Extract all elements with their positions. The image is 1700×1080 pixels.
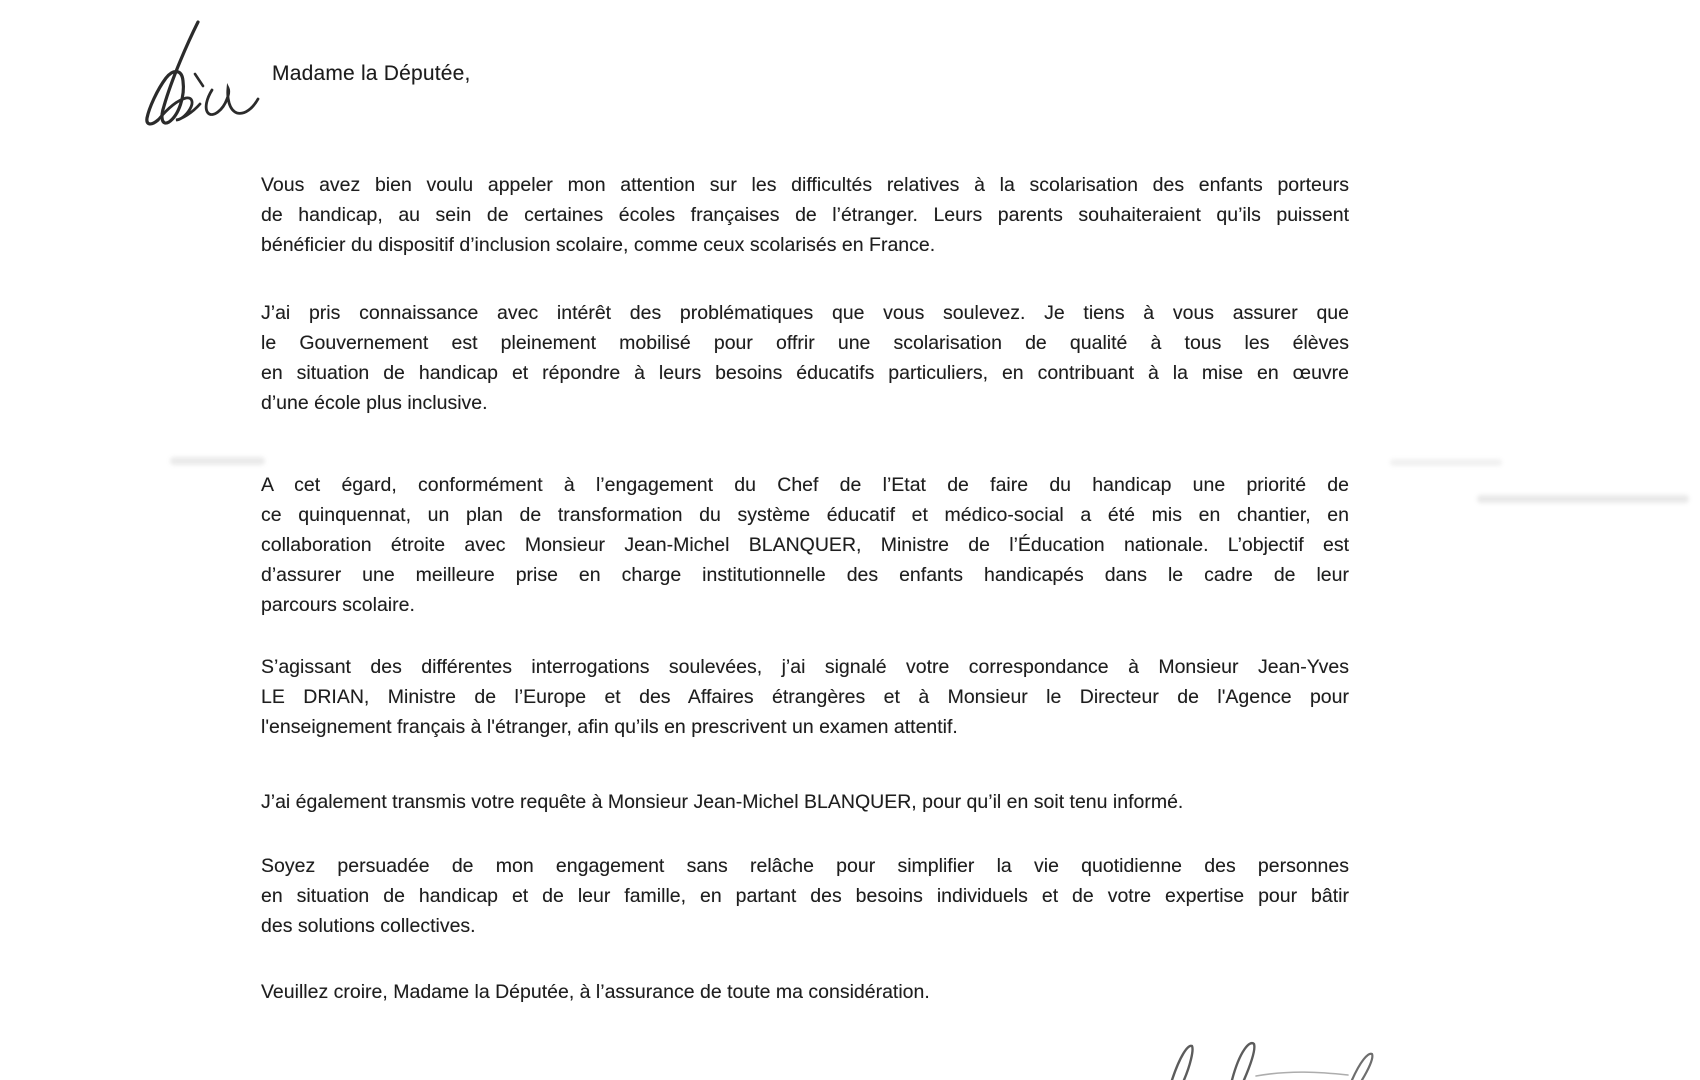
letter-line: d’assurer une meilleure prise en charge institutionnelle des enfants handicapés dans le cadre de leur (261, 564, 1349, 586)
letter-paragraph (261, 298, 1349, 418)
letter-paragraph (261, 170, 1349, 260)
letter-line: le Gouvernement est pleinement mobilisé pour offrir une scolarisation de qualité à tous les élèves (261, 332, 1349, 354)
letter-line: parcours scolaire. (261, 594, 415, 616)
letter-line: bénéficier du dispositif d’inclusion scolaire, comme ceux scolarisés en France. (261, 234, 936, 256)
salutation: Madame la Députée, (272, 62, 471, 85)
scan-artifact (1390, 459, 1502, 466)
letter-line: Vous avez bien voulu appeler mon attention sur les difficultés relatives à la scolarisation des enfants porteurs (261, 174, 1349, 196)
scan-artifact (1477, 495, 1689, 503)
handwritten-annotation (112, 16, 272, 146)
letter-paragraph (261, 787, 1349, 817)
letter-line: d’une école plus inclusive. (261, 392, 488, 414)
letter-line: A cet égard, conformément à l’engagement du Chef de l’Etat de faire du handicap une priorité de (261, 474, 1349, 496)
letter-line: LE DRIAN, Ministre de l’Europe et des Affaires étrangères et à Monsieur le Directeur de l'Agence pour (261, 686, 1349, 708)
letter-paragraph (261, 470, 1349, 620)
letter-line: de handicap, au sein de certaines écoles françaises de l’étranger. Leurs parents souhaiteraient qu’ils puissent (261, 204, 1349, 226)
letter-line: des solutions collectives. (261, 915, 476, 937)
letter-line: Soyez persuadée de mon engagement sans relâche pour simplifier la vie quotidienne des personnes (261, 855, 1349, 877)
letter-line: S’agissant des différentes interrogations soulevées, j’ai signalé votre correspondance à Monsieur Jean-Yves (261, 656, 1349, 678)
letter-line: en situation de handicap et répondre à leurs besoins éducatifs particuliers, en contribuant à la mise en œuvre (261, 362, 1349, 384)
partial-signature (1120, 1038, 1480, 1080)
letter-paragraph (261, 977, 1349, 1007)
letter-paragraph (261, 851, 1349, 941)
letter-line: J’ai pris connaissance avec intérêt des problématiques que vous soulevez. Je tiens à vous assurer que (261, 302, 1349, 324)
letter-line: collaboration étroite avec Monsieur Jean-Michel BLANQUER, Ministre de l’Éducation nationale. L’objectif est (261, 534, 1349, 556)
letter-paragraph (261, 652, 1349, 742)
letter-line: ce quinquennat, un plan de transformation du système éducatif et médico-social a été mis en chantier, en (261, 504, 1349, 526)
letter-line: en situation de handicap et de leur famille, en partant des besoins individuels et de votre expertise pour bâtir (261, 885, 1349, 907)
letter-line: J’ai également transmis votre requête à Monsieur Jean-Michel BLANQUER, pour qu’il en soit tenu informé. (261, 791, 1184, 813)
letter-line: l'enseignement français à l'étranger, afin qu’ils en prescrivent un examen attentif. (261, 716, 958, 738)
scan-artifact (170, 457, 265, 465)
letter-line: Veuillez croire, Madame la Députée, à l’assurance de toute ma considération. (261, 981, 930, 1003)
